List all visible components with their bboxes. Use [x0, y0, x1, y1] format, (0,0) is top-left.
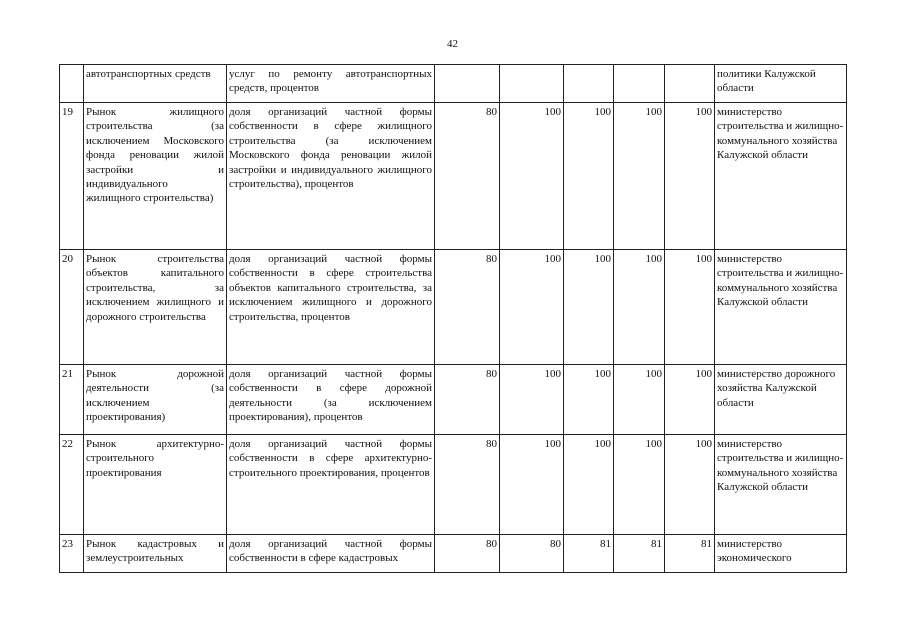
indicator-name: доля организаций частной формы собственности в сфере строительства объектов капитального строительства, за исключением жилищного и дорожного строительства, процентов [227, 250, 435, 365]
value-4: 100 [614, 435, 665, 535]
value-1: 80 [435, 250, 500, 365]
responsible-body: министерство строительства и жилищно-коммунального хозяйства Калужской области [715, 103, 847, 250]
table-row-20 [60, 250, 847, 365]
indicator-name: доля организаций частной формы собственности в сфере дорожной деятельности (за исключением проектирования), процентов [227, 365, 435, 435]
market-name: Рынок дорожной деятельности (за исключением проектирования) [84, 365, 227, 435]
row-number: 23 [60, 535, 84, 573]
indicator-name: доля организаций частной формы собственности в сфере архитектурно-строительного проектирования, процентов [227, 435, 435, 535]
value-5: 100 [665, 365, 715, 435]
market-name: Рынок архитектурно-строительного проектирования [84, 435, 227, 535]
value-3: 100 [564, 435, 614, 535]
table-row-19 [60, 103, 847, 250]
value-3 [564, 65, 614, 103]
value-2: 100 [500, 435, 564, 535]
value-3: 100 [564, 365, 614, 435]
value-5: 100 [665, 103, 715, 250]
indicator-name: услуг по ремонту автотранспортных средств, процентов [227, 65, 435, 103]
responsible-body: политики Калужской области [715, 65, 847, 103]
row-number [60, 65, 84, 103]
value-1 [435, 65, 500, 103]
value-3: 81 [564, 535, 614, 573]
row-number: 22 [60, 435, 84, 535]
value-5: 81 [665, 535, 715, 573]
value-1: 80 [435, 435, 500, 535]
value-5: 100 [665, 435, 715, 535]
responsible-body: министерство строительства и жилищно-коммунального хозяйства Калужской области [715, 435, 847, 535]
market-name: Рынок кадастровых и землеустроительных [84, 535, 227, 573]
indicator-name: доля организаций частной формы собственности в сфере кадастровых [227, 535, 435, 573]
value-3: 100 [564, 103, 614, 250]
value-4: 100 [614, 365, 665, 435]
value-2: 100 [500, 250, 564, 365]
row-number: 20 [60, 250, 84, 365]
value-4: 100 [614, 250, 665, 365]
value-1: 80 [435, 535, 500, 573]
page-number: 42 [447, 38, 458, 50]
row-number: 21 [60, 365, 84, 435]
document-table [59, 64, 847, 573]
value-2: 80 [500, 535, 564, 573]
value-4: 81 [614, 535, 665, 573]
value-3: 100 [564, 250, 614, 365]
table-row-continuation [60, 65, 847, 103]
value-2 [500, 65, 564, 103]
responsible-body: министерство дорожного хозяйства Калужской области [715, 365, 847, 435]
value-2: 100 [500, 103, 564, 250]
responsible-body: министерство экономического [715, 535, 847, 573]
responsible-body: министерство строительства и жилищно-коммунального хозяйства Калужской области [715, 250, 847, 365]
row-number: 19 [60, 103, 84, 250]
table-row-21 [60, 365, 847, 435]
market-name: Рынок жилищного строительства (за исключением Московского фонда реновации жилой застройки и индивидуального жилищного строительства) [84, 103, 227, 250]
value-5 [665, 65, 715, 103]
value-1: 80 [435, 365, 500, 435]
value-4 [614, 65, 665, 103]
table-row-23 [60, 535, 847, 573]
market-name: автотранспортных средств [84, 65, 227, 103]
market-name: Рынок строительства объектов капитального строительства, за исключением жилищного и дорожного строительства [84, 250, 227, 365]
indicator-name: доля организаций частной формы собственности в сфере жилищного строительства (за исключением Московского фонда реновации жилой застройки и индивидуального жилищного строительства), процентов [227, 103, 435, 250]
value-1: 80 [435, 103, 500, 250]
value-2: 100 [500, 365, 564, 435]
table-row-22 [60, 435, 847, 535]
value-4: 100 [614, 103, 665, 250]
value-5: 100 [665, 250, 715, 365]
